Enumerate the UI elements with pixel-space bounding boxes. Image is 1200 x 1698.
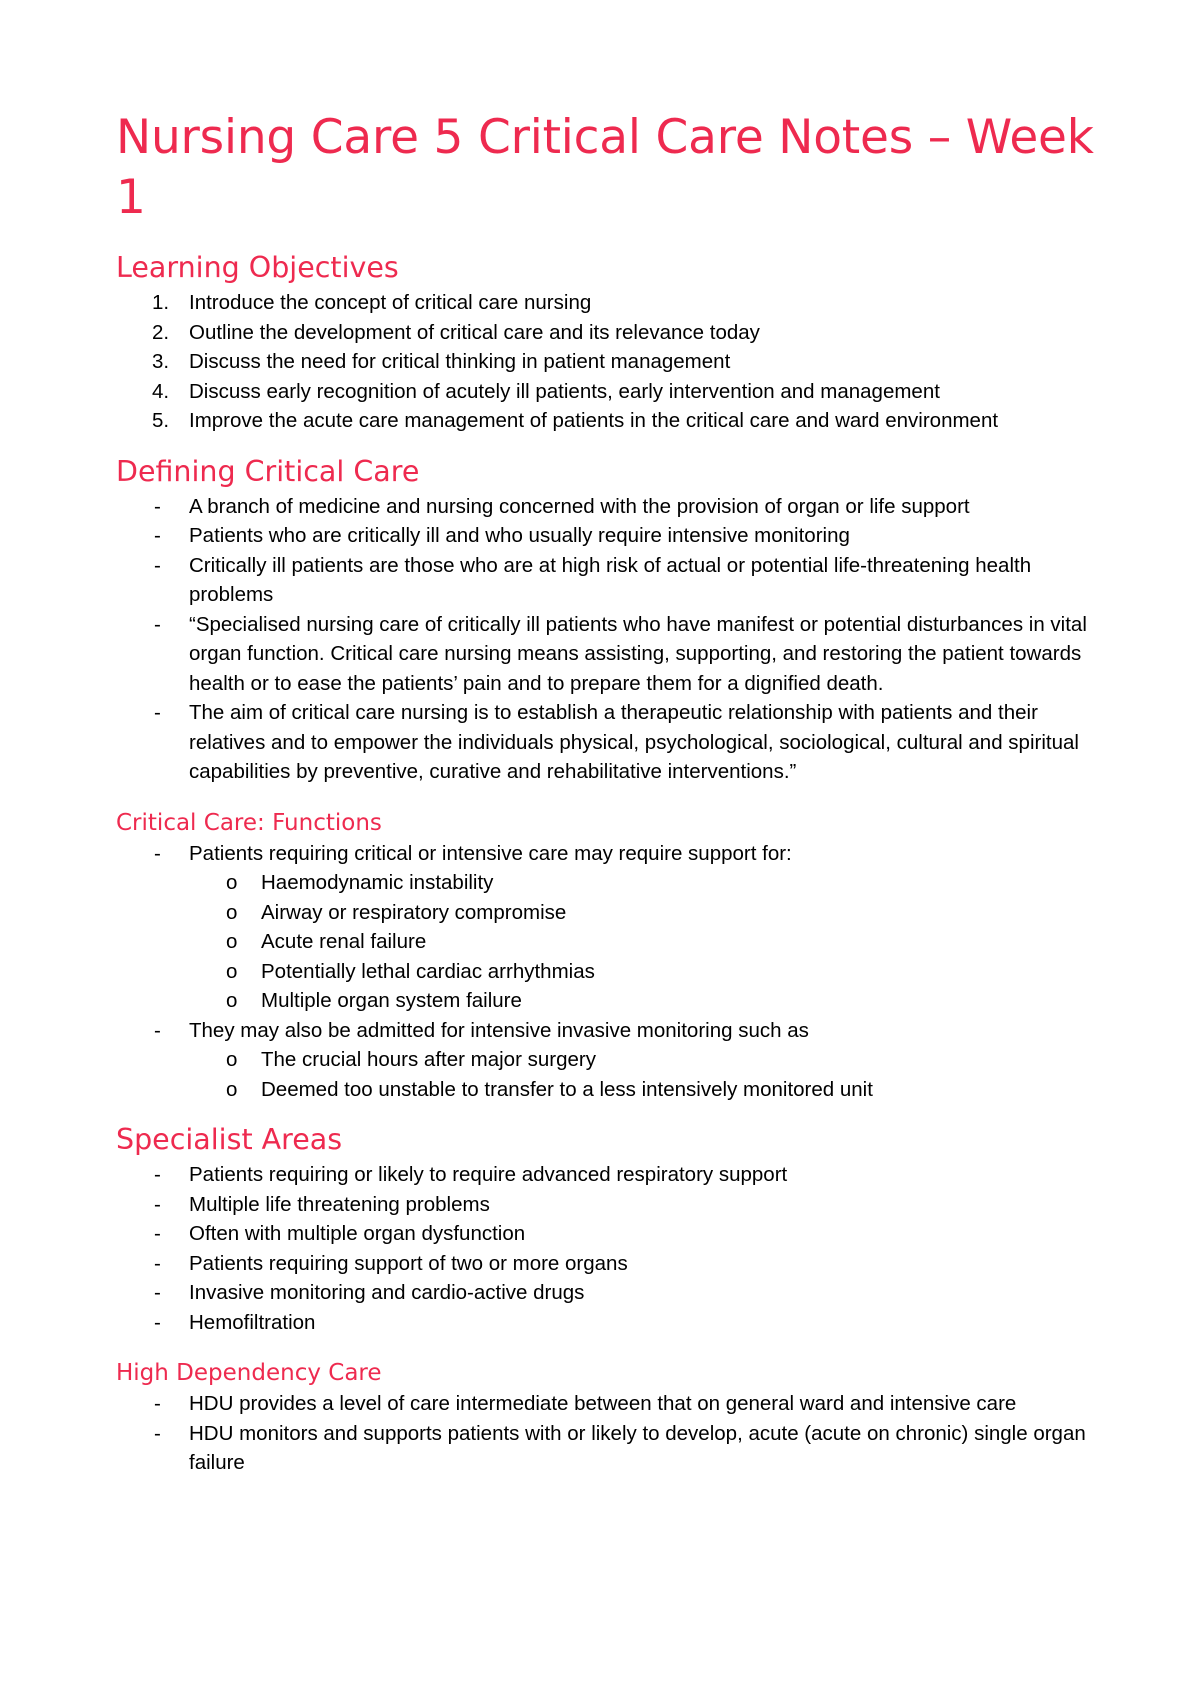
hdu-list — [116, 1389, 1116, 1478]
dash-bullet: - — [154, 1281, 161, 1304]
list-number: 4. — [152, 379, 170, 403]
dash-bullet: - — [154, 494, 161, 518]
dash-bullet: - — [154, 524, 161, 547]
list-item-text: Patients requiring or likely to require advanced respiratory support — [189, 1163, 788, 1186]
sub-list-item-text: Haemodynamic instability — [261, 871, 494, 894]
list-item-text: Hemofiltration — [189, 1310, 316, 1334]
list-item — [116, 1278, 1116, 1308]
heading-specialist-areas: Specialist Areas — [116, 1123, 343, 1156]
list-item-text: They may also be admitted for intensive invasive monitoring such as — [189, 1018, 809, 1042]
list-item — [116, 521, 1116, 551]
list-item-text: “Specialised nursing care of critically ill patients who have manifest or potential disturbances in vital organ function. Critical care nursing means assisting, supporting, and restoring the patient towards health or to ease the patients’ pain and to prepare them for a dignified death. — [189, 612, 1087, 695]
document-content — [116, 108, 1116, 1478]
sub-list-item-text: Airway or respiratory compromise — [261, 900, 567, 924]
list-item-text: Invasive monitoring and cardio-active drugs — [189, 1281, 585, 1304]
list-item — [116, 1249, 1116, 1279]
list-item-text: HDU monitors and supports patients with or likely to develop, acute (acute on chronic) single organ failure — [189, 1421, 1086, 1474]
list-item-text: Outline the development of critical care and its relevance today — [189, 320, 760, 344]
list-item — [116, 377, 1116, 407]
dash-bullet: - — [154, 1222, 161, 1245]
circle-bullet: o — [226, 900, 238, 924]
dash-bullet: - — [154, 701, 161, 724]
list-item — [116, 610, 1116, 699]
dash-bullet: - — [154, 612, 161, 636]
heading-high-dependency-care: High Dependency Care — [116, 1360, 382, 1386]
list-item-text: Discuss the need for critical thinking in patient management — [189, 350, 731, 373]
list-item-text: HDU provides a level of care intermediate between that on general ward and intensive care — [189, 1392, 1017, 1415]
circle-bullet: o — [226, 989, 238, 1012]
list-item-text: Discuss early recognition of acutely ill patients, early intervention and management — [189, 379, 940, 403]
list-item — [116, 492, 1116, 522]
list-item — [116, 1190, 1116, 1220]
sub-list-item-text: Multiple organ system failure — [261, 989, 522, 1012]
document-title: Nursing Care 5 Critical Care Notes – Week 1 — [116, 110, 1094, 225]
list-item-text: Patients requiring support of two or more organs — [189, 1251, 628, 1275]
dash-bullet: - — [154, 1192, 161, 1216]
sub-list-item — [116, 898, 1116, 928]
sub-list — [189, 868, 1116, 1016]
list-number: 2. — [152, 320, 170, 344]
defining-list — [116, 492, 1116, 787]
sub-list-item-text: Deemed too unstable to transfer to a less intensively monitored unit — [261, 1077, 873, 1101]
list-item — [116, 698, 1116, 787]
list-number: 1. — [152, 291, 170, 314]
sub-list-item-text: Potentially lethal cardiac arrhythmias — [261, 959, 595, 983]
dash-bullet: - — [154, 1251, 161, 1275]
list-item-text: Multiple life threatening problems — [189, 1192, 490, 1216]
list-item — [116, 406, 1116, 436]
list-item-text: Patients requiring critical or intensive care may require support for: — [189, 841, 792, 865]
dash-bullet: - — [154, 553, 161, 577]
heading-learning-objectives: Learning Objectives — [116, 251, 399, 284]
specialist-list — [116, 1160, 1116, 1337]
list-number: 5. — [152, 409, 170, 432]
sub-list — [189, 1045, 1116, 1104]
list-item — [116, 347, 1116, 377]
sub-list-item-text: Acute renal failure — [261, 930, 427, 953]
list-item-text: Critically ill patients are those who are at high risk of actual or potential life-threatening health problems — [189, 553, 1032, 606]
list-item — [116, 1160, 1116, 1190]
circle-bullet: o — [226, 1048, 238, 1071]
list-item-text: Patients who are critically ill and who usually require intensive monitoring — [189, 524, 850, 547]
circle-bullet: o — [226, 871, 238, 894]
dash-bullet: - — [154, 841, 161, 865]
dash-bullet: - — [154, 1163, 161, 1186]
sub-list-item — [116, 957, 1116, 987]
list-item-text: Often with multiple organ dysfunction — [189, 1222, 526, 1245]
list-item — [116, 551, 1116, 610]
circle-bullet: o — [226, 930, 238, 953]
list-item-text: A branch of medicine and nursing concerned with the provision of organ or life support — [189, 494, 970, 518]
list-item — [116, 1016, 1116, 1105]
sub-list-item — [116, 986, 1116, 1016]
list-item-text: Introduce the concept of critical care nursing — [189, 291, 592, 314]
sub-list-item — [116, 1045, 1116, 1075]
functions-list — [116, 839, 1116, 1105]
list-number: 3. — [152, 350, 170, 373]
list-item — [116, 1219, 1116, 1249]
list-item-text: The aim of critical care nursing is to establish a therapeutic relationship with patients and their relatives and to empower the individuals physical, psychological, sociological, cultural and spiritual capabilities by preventive, curative and rehabilitative interventions.” — [189, 701, 1079, 783]
list-item — [116, 288, 1116, 318]
learning-objectives-list — [116, 288, 1116, 436]
dash-bullet: - — [154, 1310, 161, 1334]
sub-list-item — [116, 927, 1116, 957]
list-item — [116, 1389, 1116, 1419]
sub-list-item-text: The crucial hours after major surgery — [261, 1048, 596, 1071]
circle-bullet: o — [226, 959, 238, 983]
list-item — [116, 839, 1116, 1016]
circle-bullet: o — [226, 1077, 238, 1101]
list-item — [116, 318, 1116, 348]
dash-bullet: - — [154, 1018, 161, 1042]
list-item-text: Improve the acute care management of patients in the critical care and ward environment — [189, 409, 999, 432]
dash-bullet: - — [154, 1392, 161, 1415]
sub-list-item — [116, 868, 1116, 898]
list-item — [116, 1308, 1116, 1338]
dash-bullet: - — [154, 1421, 161, 1445]
heading-critical-care-functions: Critical Care: Functions — [116, 809, 382, 836]
heading-defining-critical-care: Defining Critical Care — [116, 454, 420, 488]
sub-list-item — [116, 1075, 1116, 1105]
list-item — [116, 1419, 1116, 1478]
